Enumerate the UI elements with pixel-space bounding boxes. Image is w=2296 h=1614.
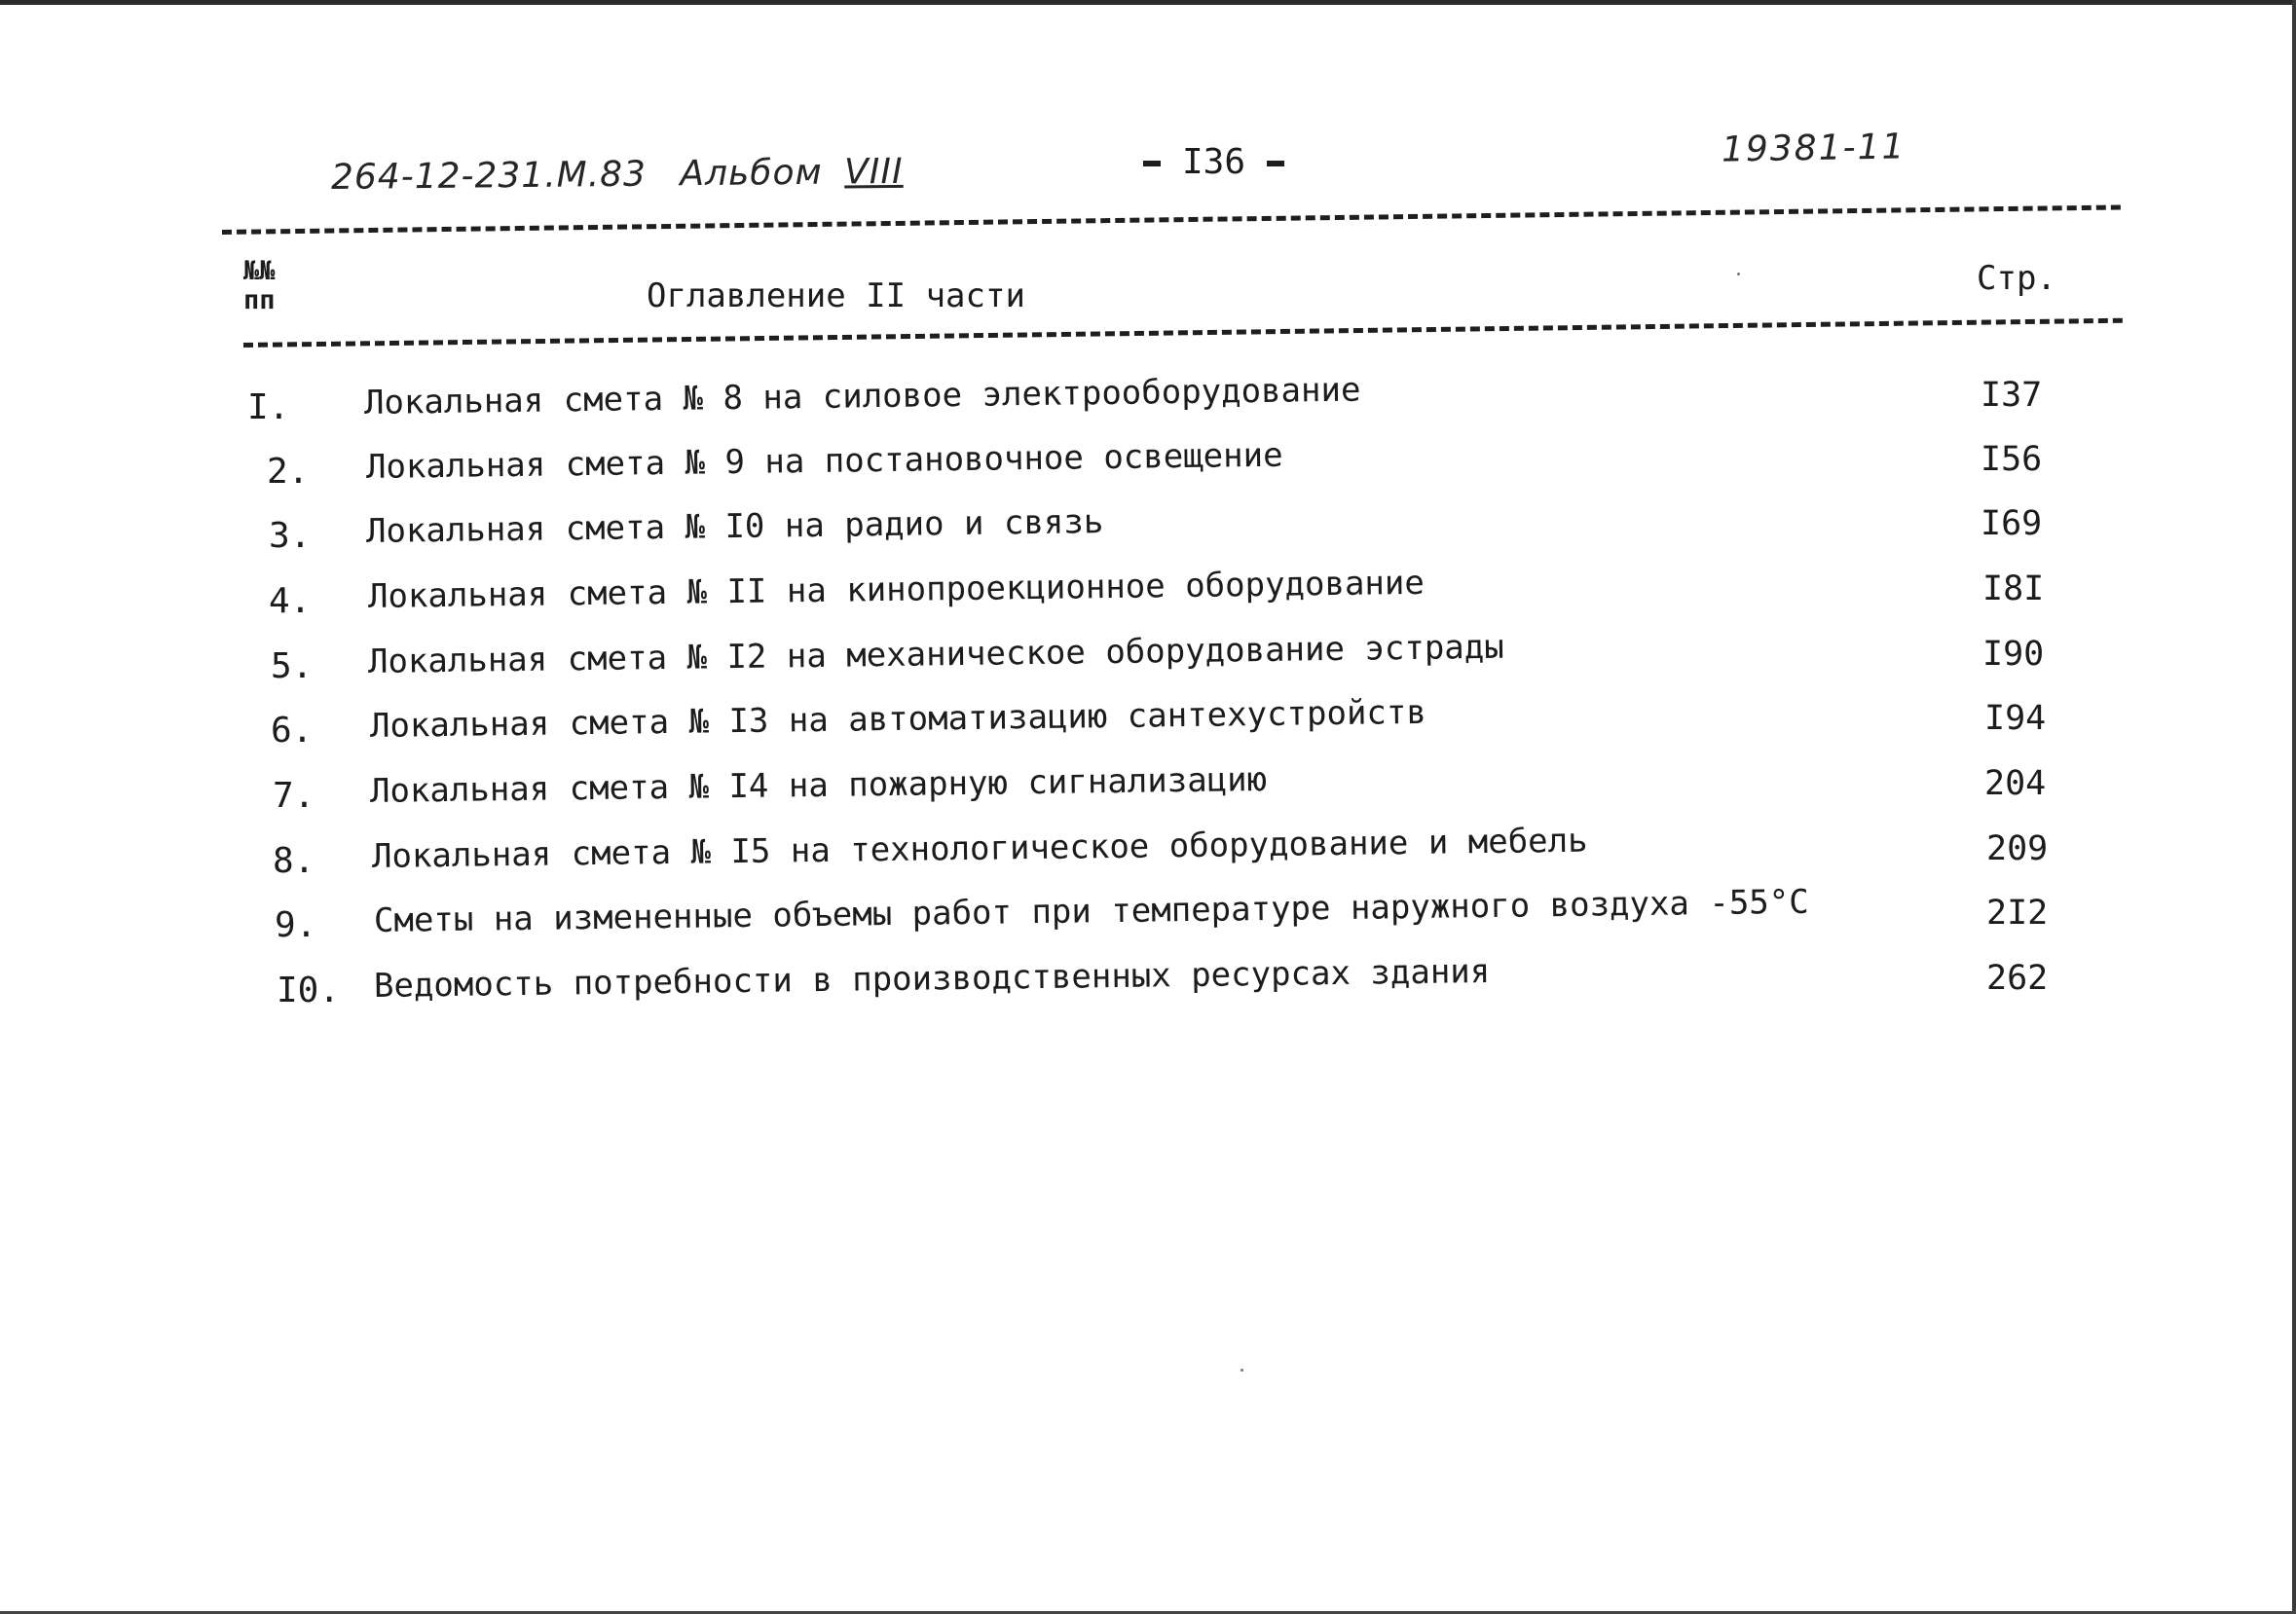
number-column-header-line1: №№ <box>243 256 276 286</box>
toc-entry-title: Локальная смета № I4 на пожарную сигнализацию <box>369 759 1268 811</box>
dashed-rule-bottom <box>243 318 2123 348</box>
toc-entry-page: 204 <box>1984 764 2047 803</box>
toc-title: Оглавление II части <box>647 276 1025 315</box>
toc-entry-number: 5. <box>271 646 314 686</box>
page-number-dash-left <box>1143 161 1161 166</box>
toc-entry-page: I94 <box>1984 699 2047 738</box>
toc-entry <box>0 504 2296 563</box>
toc-entry-number: I. <box>247 387 290 427</box>
toc-entry-title: Ведомость потребности в производственных ресурсах здания <box>373 951 1491 1006</box>
toc-entry-title: Сметы на измененные объемы работ при температуре наружного воздуха -55°С <box>373 882 1809 940</box>
page-number <box>1122 142 1306 182</box>
document-code <box>331 152 904 198</box>
toc-entry-title: Локальная смета № 9 на постановочное освещение <box>365 435 1283 487</box>
toc-entry <box>0 692 2296 757</box>
toc-entry <box>0 563 2296 628</box>
toc-entry-number: 9. <box>275 905 317 945</box>
page-column-header: Стр. <box>1977 259 2056 298</box>
toc-entry-page: I56 <box>1981 440 2043 479</box>
toc-entry-number: 3. <box>269 516 312 556</box>
toc-entry-title: Локальная смета № I3 на автоматизацию сантехустройств <box>369 692 1427 746</box>
album-number: VIII <box>843 151 904 193</box>
dashed-rule-top <box>222 204 2121 235</box>
page-number-text: I36 <box>1182 142 1246 182</box>
toc-entry-page: 262 <box>1986 959 2049 998</box>
toc-entry-page: 2I2 <box>1986 894 2049 933</box>
album-label: Альбом <box>680 152 823 195</box>
toc-entry-number: 2. <box>267 452 310 492</box>
toc-entry-number: I0. <box>277 971 341 1010</box>
archive-number: 19381-11 <box>1721 127 1907 170</box>
toc-entry <box>0 435 2296 498</box>
toc-entry-page: I69 <box>1981 504 2043 543</box>
toc-entry <box>0 759 2296 823</box>
toc-entry <box>0 821 2296 888</box>
toc-entry <box>0 627 2296 693</box>
toc-entry-number: 7. <box>273 776 315 816</box>
toc-entry-page: 209 <box>1986 829 2049 868</box>
toc-entry <box>0 951 2296 1017</box>
toc-entry-page: I90 <box>1982 635 2045 674</box>
toc-entry-number: 8. <box>273 841 315 881</box>
toc-entry-title: Локальная смета № 8 на силовое электрооборудование <box>363 370 1361 422</box>
toc-entry-title: Локальная смета № I2 на механическое оборудование эстрады <box>367 627 1504 681</box>
toc-entry-page: I37 <box>1981 376 2043 415</box>
toc-entry-title: Локальная смета № I0 на радио и связь <box>365 502 1104 551</box>
toc-entry <box>0 882 2296 952</box>
number-column-header-line2: пп <box>243 285 276 315</box>
toc-entry-title: Локальная смета № II на кинопроекционное оборудование <box>367 563 1426 616</box>
toc-entry-number: 4. <box>269 581 312 621</box>
page-number-dash-right <box>1267 161 1284 166</box>
scan-speck <box>1737 273 1740 275</box>
toc-entry-number: 6. <box>271 711 314 751</box>
document-code-text: 264-12-231.М.83 <box>330 154 648 198</box>
toc-entry <box>0 370 2296 434</box>
toc-entry-title: Локальная смета № I5 на технологическое оборудование и мебель <box>371 821 1588 876</box>
number-column-header <box>243 257 276 315</box>
toc-entry-page: I8I <box>1982 569 2045 608</box>
scan-speck <box>1241 1369 1243 1372</box>
